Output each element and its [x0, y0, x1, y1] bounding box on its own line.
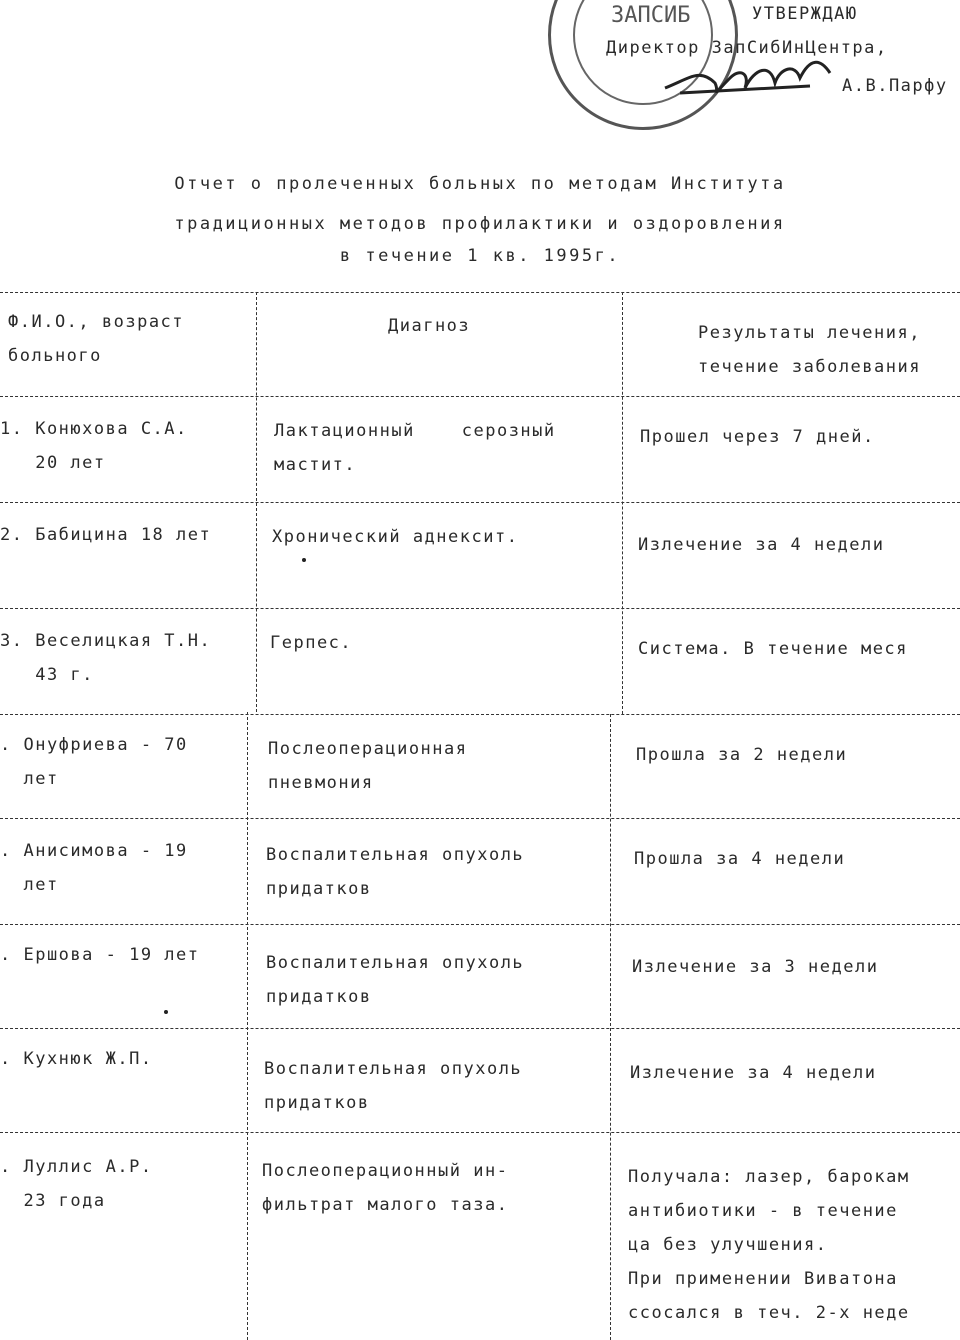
report-title-line-3: в течение 1 кв. 1995г.: [339, 246, 621, 266]
column-divider: [622, 292, 623, 714]
ink-speck: [164, 1010, 168, 1014]
table-row-diagnosis: Послеоперационный ин- фильтрат малого таза.: [262, 1161, 509, 1215]
table-rule: [0, 714, 960, 715]
table-row-patient: 2. Бабицина 18 лет: [0, 525, 212, 545]
header-result: Результаты лечения, течение заболевания: [698, 323, 921, 377]
table-row-result: Прошла за 4 недели: [634, 849, 846, 869]
table-rule: [0, 924, 960, 925]
table-row-diagnosis: Хронический аднексит.: [272, 527, 519, 547]
table-rule: [0, 608, 960, 609]
table-row-diagnosis: Послеоперационная пневмония: [268, 739, 468, 793]
table-row-diagnosis: Воспалительная опухоль придатков: [264, 1059, 523, 1113]
stamp-text: ЗАПСИБ: [611, 3, 691, 28]
table-rule: [0, 1028, 960, 1029]
table-rule: [0, 1132, 960, 1133]
header-patient: Ф.И.О., возраст больного: [8, 312, 185, 366]
approve-heading: УТВЕРЖДАЮ: [752, 4, 858, 24]
table-row-diagnosis: Воспалительная опухоль придатков: [266, 953, 525, 1007]
table-rule: [0, 396, 960, 397]
table-rule: [0, 502, 960, 503]
table-row-result: Излечение за 4 недели: [638, 535, 885, 555]
table-rule: [0, 292, 960, 293]
table-row-patient: . Онуфриева - 70 лет: [0, 735, 188, 789]
table-row-patient: 3. Веселицкая Т.Н. 43 г.: [0, 631, 212, 685]
header-diagnosis: Диагноз: [388, 316, 471, 336]
column-divider: [247, 712, 248, 1340]
table-row-result: Получала: лазер, барокам антибиотики - в течение ца без улучшения. При применении Виватона ссосался в теч. 2-х неде: [628, 1167, 910, 1323]
ink-speck: [302, 558, 306, 562]
table-row-result: Система. В течение меся: [638, 639, 908, 659]
table-row-result: Излечение за 4 недели: [630, 1063, 877, 1083]
report-title-line-1: Отчет о пролеченных больных по методам Института: [174, 174, 786, 194]
table-row-result: Прошла за 2 недели: [636, 745, 848, 765]
table-row-patient: . Анисимова - 19 лет: [0, 841, 188, 895]
approver-name: А.В.Парфу: [842, 76, 948, 96]
table-row-patient: . Луллис А.Р. 23 года: [0, 1157, 153, 1211]
table-row-diagnosis: Воспалительная опухоль придатков: [266, 845, 525, 899]
table-row-result: Излечение за 3 недели: [632, 957, 879, 977]
column-divider: [256, 292, 257, 712]
table-row-result: Прошел через 7 дней.: [640, 427, 875, 447]
table-row-patient: 1. Конюхова С.А. 20 лет: [0, 419, 188, 473]
table-rule: [0, 818, 960, 819]
table-row-diagnosis: Герпес.: [270, 633, 353, 653]
report-title-line-2: традиционных методов профилактики и оздоровления: [174, 214, 786, 234]
approver-position: Директор ЗапСибИнЦентра,: [606, 38, 888, 58]
table-row-diagnosis: Лактационный серозный мастит.: [274, 421, 556, 475]
table-row-patient: . Кухнюк Ж.П.: [0, 1049, 153, 1069]
table-row-patient: . Ершова - 19 лет: [0, 945, 200, 965]
column-divider: [610, 714, 611, 1340]
